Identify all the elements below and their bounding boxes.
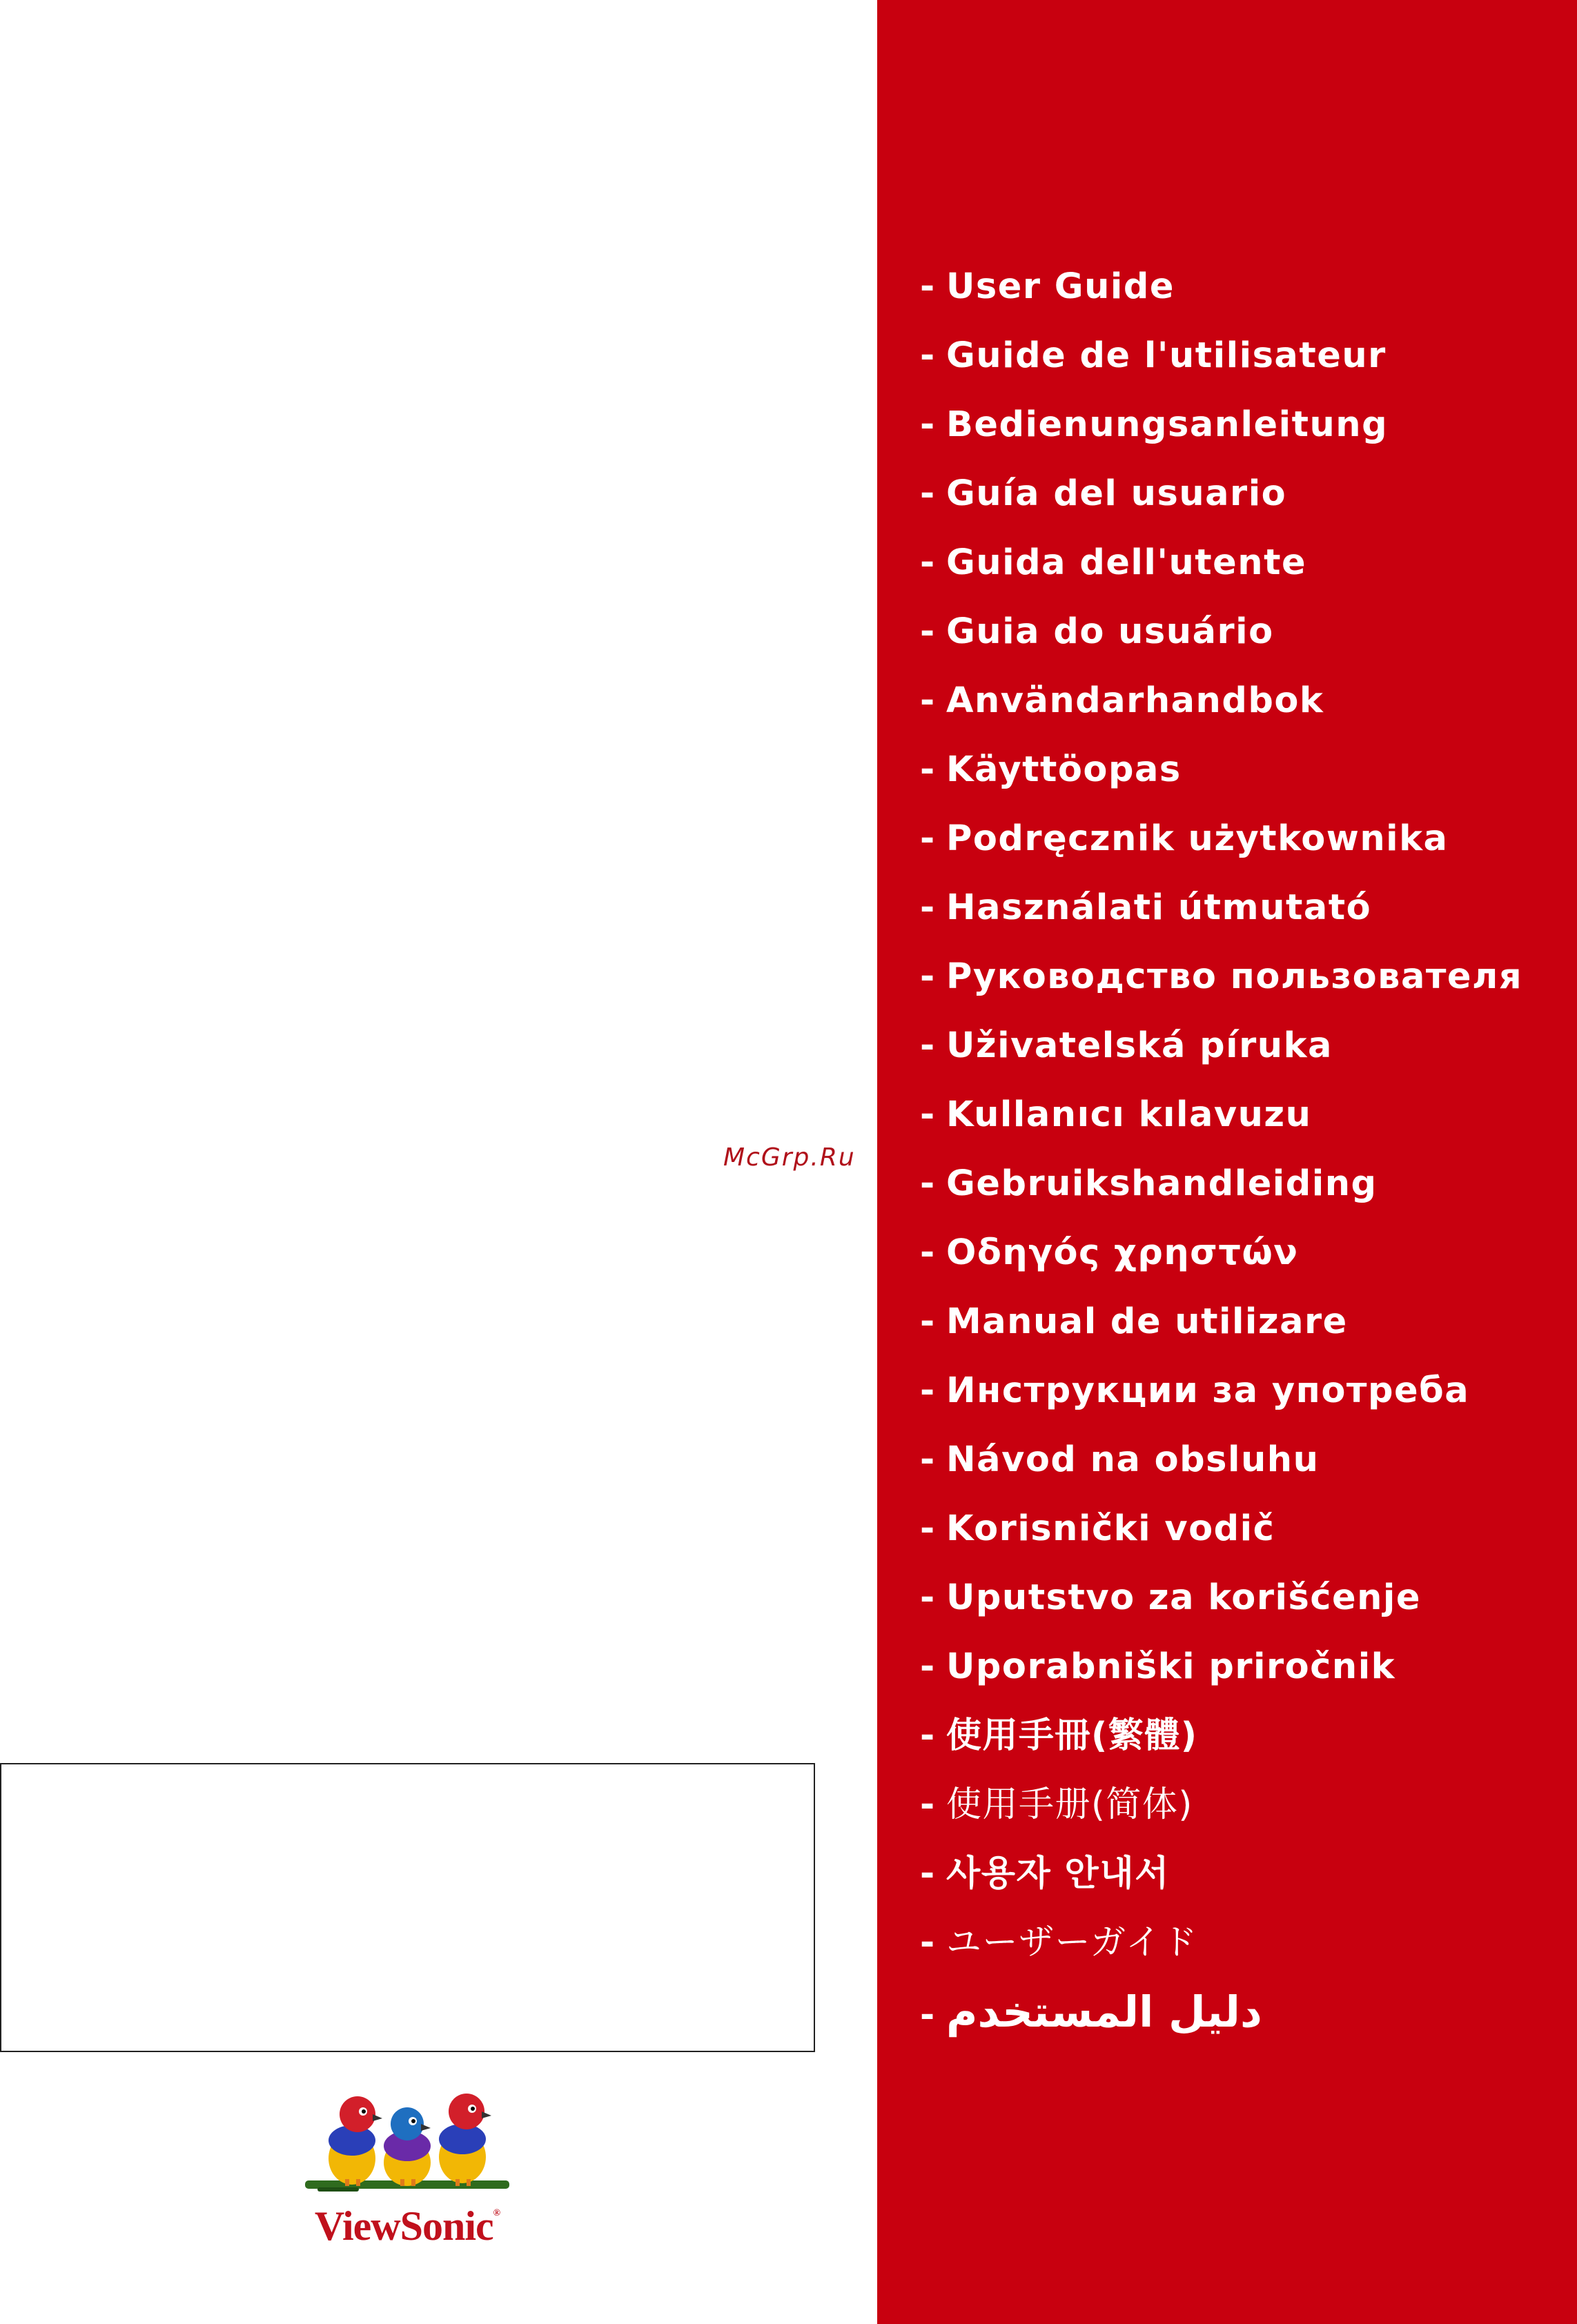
guide-item-italian	[920, 538, 1522, 607]
guide-label: Podręcznik użytkownika	[946, 818, 1449, 859]
guide-item-croatian	[920, 1504, 1522, 1573]
guide-label: Kullanıcı kılavuzu	[946, 1094, 1312, 1135]
list-dash: -	[920, 542, 936, 583]
guide-item-portuguese	[920, 607, 1522, 676]
guide-label: Uživatelská píruka	[946, 1025, 1333, 1066]
guide-item-polish	[920, 814, 1522, 883]
model-label-box	[0, 1763, 815, 2052]
guide-item-romanian	[920, 1297, 1522, 1366]
guide-label: Руководство пользователя	[946, 956, 1523, 997]
list-dash: -	[920, 1715, 936, 1756]
brand-name-text: ViewSonic	[314, 2203, 493, 2249]
list-dash: -	[920, 1853, 936, 1894]
guide-label: ユーザーガイド	[946, 1922, 1198, 1963]
guide-label: 使用手册(简体)	[946, 1784, 1193, 1825]
list-dash: -	[920, 887, 936, 928]
three-birds-logo-icon	[297, 2084, 518, 2205]
list-dash: -	[920, 1784, 936, 1825]
list-dash: -	[920, 473, 936, 514]
guide-label: Användarhandbok	[946, 680, 1324, 721]
list-dash: -	[920, 1646, 936, 1687]
list-dash: -	[920, 818, 936, 859]
guide-label: 使用手冊(繁體)	[946, 1715, 1198, 1756]
guide-item-arabic	[920, 1987, 1522, 2056]
guide-item-slovenian	[920, 1642, 1522, 1711]
guide-label: Bedienungsanleitung	[946, 404, 1389, 445]
guide-label: Guida dell'utente	[946, 542, 1307, 583]
guide-label: 사용자 안내서	[946, 1853, 1170, 1894]
guide-label: Guía del usuario	[946, 473, 1287, 514]
list-dash: -	[920, 680, 936, 721]
list-dash: -	[920, 404, 936, 445]
guide-item-greek	[920, 1228, 1522, 1297]
guide-label: Guia do usuário	[946, 611, 1274, 652]
guide-item-japanese	[920, 1918, 1522, 1987]
list-dash: -	[920, 1232, 936, 1273]
brand-name	[297, 2203, 518, 2250]
guide-label: Gebruikshandleiding	[946, 1163, 1378, 1204]
guide-label: دليل المستخدم	[946, 1987, 1262, 2037]
list-dash: -	[920, 611, 936, 652]
guide-item-czech	[920, 1021, 1522, 1090]
list-dash: -	[920, 1995, 936, 2036]
guide-item-hungarian	[920, 883, 1522, 952]
list-dash: -	[920, 1094, 936, 1135]
guide-item-dutch	[920, 1159, 1522, 1228]
guide-item-serbian	[920, 1573, 1522, 1642]
list-dash: -	[920, 749, 936, 790]
guide-label: Manual de utilizare	[946, 1301, 1348, 1342]
guide-label: User Guide	[946, 266, 1175, 307]
guide-label: Guide de l'utilisateur	[946, 335, 1387, 376]
registered-mark: ®	[493, 2208, 500, 2218]
guide-item-chinese-traditional	[920, 1711, 1522, 1780]
guide-label: Οδηγός χρηστών	[946, 1232, 1299, 1273]
language-guide-list	[920, 262, 1522, 2056]
list-dash: -	[920, 1508, 936, 1549]
guide-item-turkish	[920, 1090, 1522, 1159]
guide-item-french	[920, 331, 1522, 400]
list-dash: -	[920, 266, 936, 307]
guide-label: Használati útmutató	[946, 887, 1372, 928]
guide-item-finnish	[920, 745, 1522, 814]
list-dash: -	[920, 1163, 936, 1204]
list-dash: -	[920, 335, 936, 376]
list-dash: -	[920, 1370, 936, 1411]
guide-label: Käyttöopas	[946, 749, 1182, 790]
guide-item-chinese-simplified	[920, 1780, 1522, 1849]
guide-item-korean	[920, 1849, 1522, 1918]
guide-item-bulgarian	[920, 1366, 1522, 1435]
guide-label: Korisnički vodič	[946, 1508, 1275, 1549]
guide-label: Návod na obsluhu	[946, 1439, 1320, 1480]
guide-item-spanish	[920, 469, 1522, 538]
language-panel	[877, 0, 1577, 2324]
guide-label: Uputstvo za korišćenje	[946, 1577, 1422, 1618]
guide-item-english	[920, 262, 1522, 331]
guide-item-slovak	[920, 1435, 1522, 1504]
guide-label: Инструкции за употреба	[946, 1370, 1470, 1411]
guide-label: Uporabniški priročnik	[946, 1646, 1396, 1687]
list-dash: -	[920, 1577, 936, 1618]
guide-item-german	[920, 400, 1522, 469]
list-dash: -	[920, 1439, 936, 1480]
guide-item-russian	[920, 952, 1522, 1021]
list-dash: -	[920, 1922, 936, 1963]
list-dash: -	[920, 1301, 936, 1342]
brand-logo	[297, 2084, 518, 2249]
list-dash: -	[920, 1025, 936, 1066]
watermark-text: McGrp.Ru	[723, 1143, 856, 1172]
guide-item-swedish	[920, 676, 1522, 745]
list-dash: -	[920, 956, 936, 997]
